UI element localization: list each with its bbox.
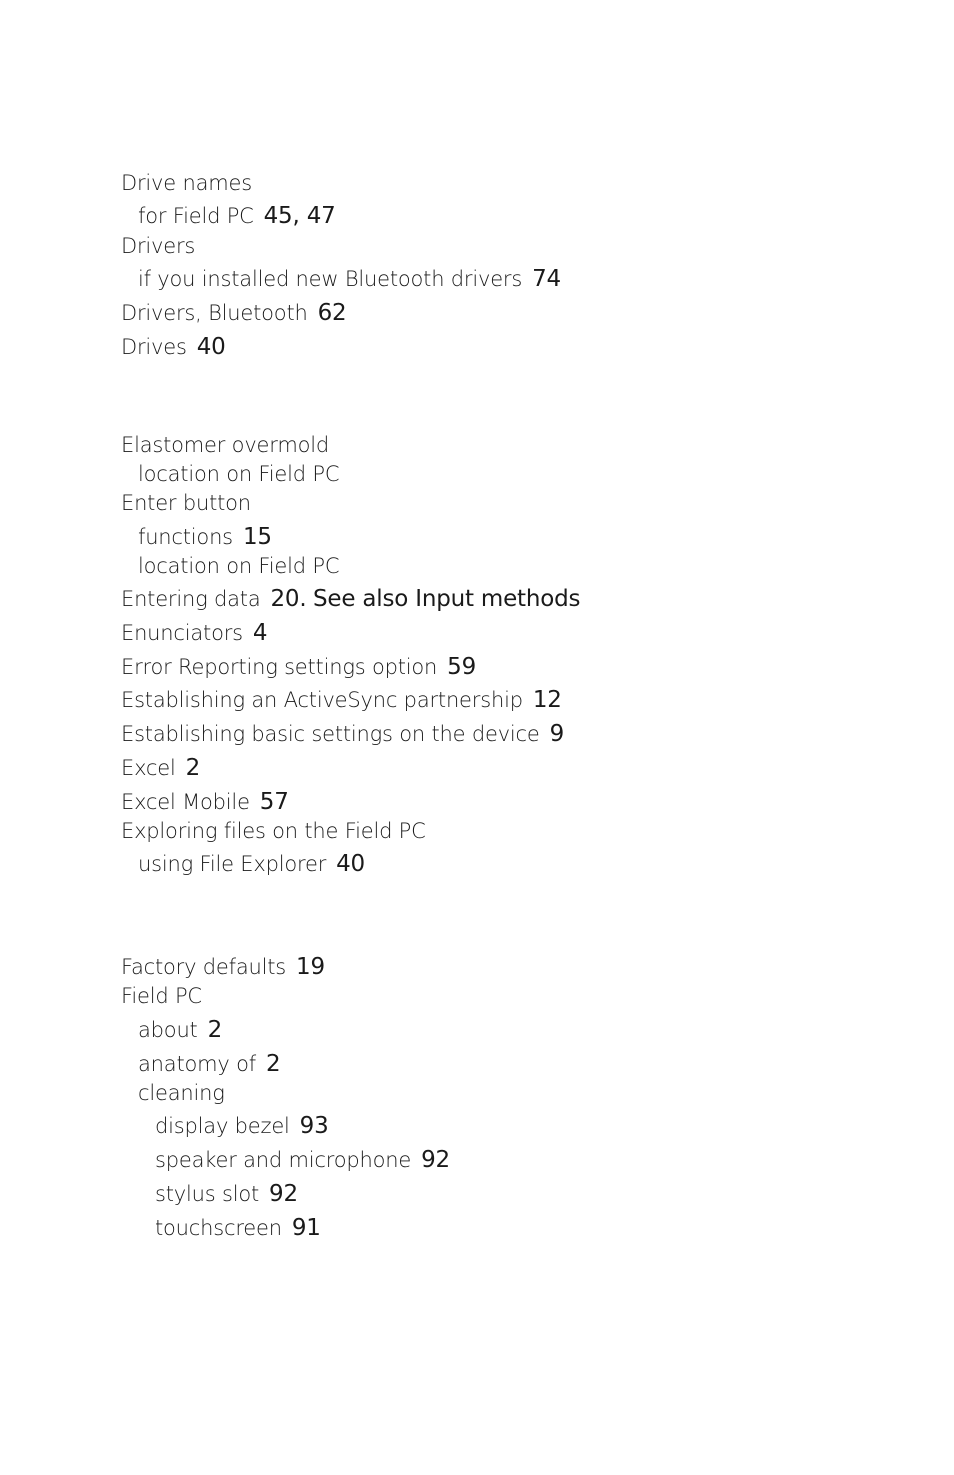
index-subsubentry [155, 1113, 329, 1139]
index-entry [121, 687, 562, 713]
index-entry [121, 954, 325, 980]
index-term: display bezel [155, 1114, 290, 1138]
index-term: Factory defaults [121, 955, 287, 979]
index-entry [121, 755, 200, 781]
index-subentry [138, 1017, 222, 1043]
page-numbers: 57 [259, 789, 289, 815]
index-term: for Field PC [138, 204, 254, 228]
index-term: Establishing an ActiveSync partnership [121, 688, 523, 712]
page-numbers: 40 [196, 334, 226, 360]
index-term: using File Explorer [138, 852, 327, 876]
index-term: about [138, 1018, 198, 1042]
index-entry [121, 490, 251, 516]
index-term: Entering data [121, 587, 261, 611]
see-also-reference: See also Input methods [312, 586, 581, 612]
index-subsubentry [155, 1147, 450, 1173]
page-numbers: 2 [207, 1017, 223, 1043]
index-term: location on Field PC [138, 554, 340, 578]
page-numbers: 93 [299, 1113, 329, 1139]
page-numbers: 40 [336, 851, 365, 877]
index-term: Establishing basic settings on the device [121, 722, 540, 746]
index-entry [121, 233, 195, 259]
page-numbers: 74 [532, 266, 561, 292]
index-entry [121, 620, 267, 646]
page-numbers: 12 [532, 687, 562, 713]
page-numbers: 20. [270, 586, 307, 612]
page-numbers: 9 [549, 721, 565, 747]
index-subentry [138, 461, 339, 487]
index-term: touchscreen [155, 1216, 282, 1240]
index-entry [121, 170, 252, 196]
page-numbers: 92 [269, 1181, 298, 1207]
index-entry [121, 983, 202, 1009]
page-numbers: 62 [317, 300, 347, 326]
index-entry [121, 334, 226, 360]
index-subsubentry [155, 1215, 321, 1241]
page-numbers: 2 [265, 1051, 281, 1077]
index-subentry [138, 266, 561, 292]
page-numbers: 92 [421, 1147, 450, 1173]
index-term: cleaning [138, 1081, 225, 1105]
page-numbers: 19 [296, 954, 325, 980]
index-term: Enter button [121, 491, 251, 515]
index-entry [121, 300, 346, 326]
page-numbers: 45, 47 [263, 203, 336, 229]
index-term: Drivers, Bluetooth [121, 301, 308, 325]
index-subentry [138, 1051, 280, 1077]
index-subentry [138, 524, 272, 550]
index-subentry [138, 203, 336, 229]
index-entry [121, 432, 329, 458]
index-subentry [138, 851, 365, 877]
index-term: Drive names [121, 171, 252, 195]
index-term: stylus slot [155, 1182, 260, 1206]
index-term: Exploring files on the Field PC [121, 819, 426, 843]
index-term: speaker and microphone [155, 1148, 412, 1172]
index-entry [121, 818, 426, 844]
page-numbers: 91 [291, 1215, 321, 1241]
index-term: Drives [121, 335, 187, 359]
index-term: Field PC [121, 984, 202, 1008]
index-term: functions [138, 525, 233, 549]
index-term: location on Field PC [138, 462, 340, 486]
index-term: Drivers [121, 234, 196, 258]
index-term: Excel Mobile [121, 790, 250, 814]
index-subsubentry [155, 1181, 298, 1207]
index-entry [121, 654, 476, 680]
index-term: Enunciators [121, 621, 243, 645]
page-numbers: 4 [252, 620, 268, 646]
index-term: Excel [121, 756, 176, 780]
page-numbers: 15 [242, 524, 272, 550]
index-entry [121, 721, 564, 747]
page-numbers: 59 [447, 654, 477, 680]
index-term: Elastomer overmold [121, 433, 330, 457]
index-subentry [138, 553, 339, 579]
index-term: Error Reporting settings option [121, 655, 438, 679]
index-term: anatomy of [138, 1052, 256, 1076]
index-entry [121, 789, 289, 815]
index-term: if you installed new Bluetooth drivers [138, 267, 523, 291]
index-subentry [138, 1080, 225, 1106]
page-numbers: 2 [185, 755, 201, 781]
index-entry [121, 586, 580, 612]
